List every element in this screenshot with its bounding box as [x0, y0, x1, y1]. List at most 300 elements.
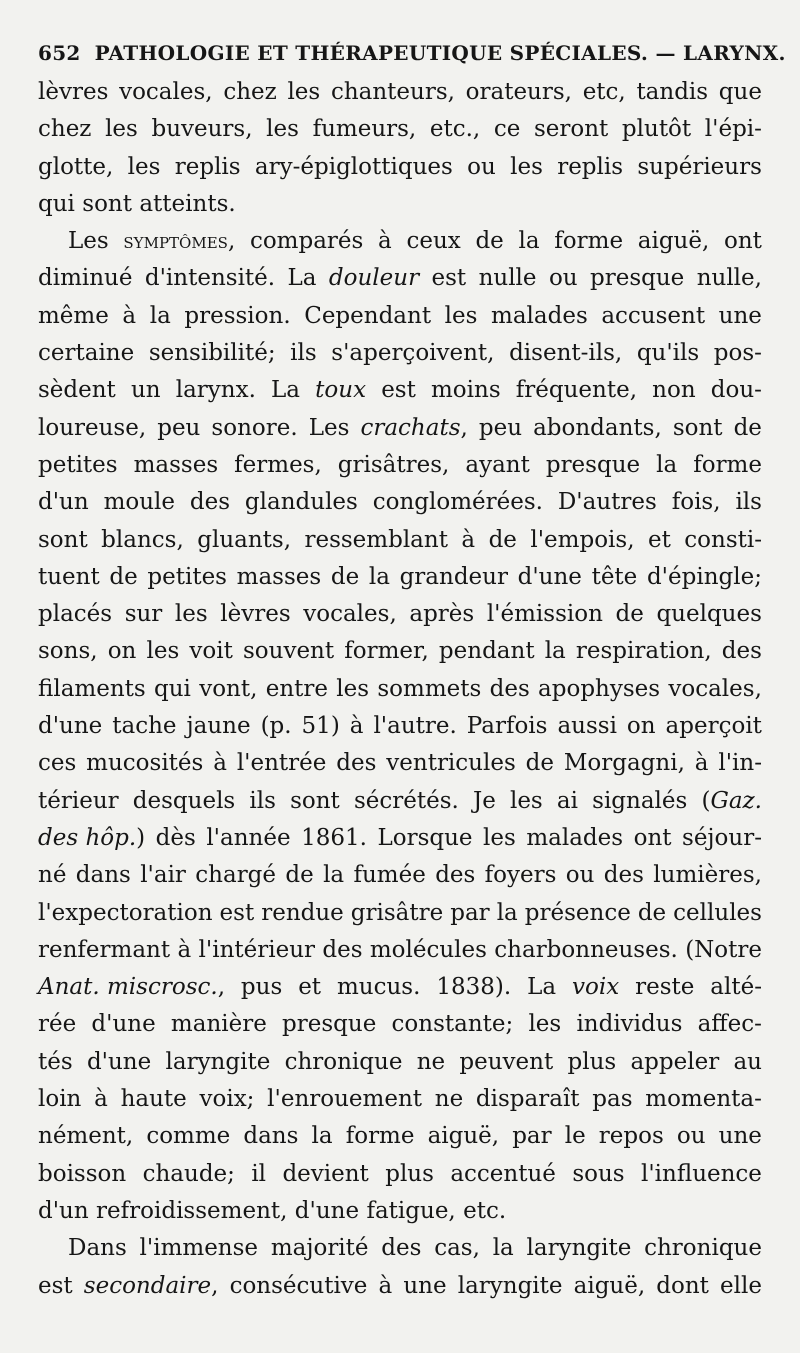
word: cellules: [673, 899, 762, 926]
word: tés: [38, 1048, 73, 1075]
text-line: [38, 1081, 762, 1118]
word: d'une: [86, 1048, 152, 1075]
word: dans: [75, 862, 131, 889]
word: laryngite: [526, 1235, 632, 1262]
word: glotte,: [38, 153, 114, 180]
word: Les: [308, 414, 350, 441]
word: à: [378, 228, 392, 255]
word: manière: [170, 1011, 267, 1038]
word: sur: [124, 601, 163, 628]
word: sécrétés.: [353, 787, 459, 814]
word: de: [733, 414, 762, 441]
word: des: [189, 489, 231, 516]
word: à: [349, 713, 364, 740]
word: sont: [38, 526, 88, 553]
word: chanteurs,: [330, 79, 455, 105]
word: est: [219, 899, 255, 926]
word: nément,: [38, 1123, 134, 1150]
word: ai: [556, 787, 578, 814]
word: consécutive: [229, 1272, 368, 1299]
text-line: [38, 969, 762, 1006]
word: on: [626, 713, 656, 740]
word: la: [544, 638, 566, 665]
word: l'enrouement: [267, 1086, 423, 1113]
word: peu: [157, 414, 201, 441]
word: crachats,: [360, 414, 468, 441]
word: la: [368, 563, 390, 590]
word: diminué: [38, 265, 133, 292]
word: dès: [155, 824, 196, 851]
word: majorité: [270, 1235, 369, 1262]
word: respiration,: [575, 638, 712, 665]
word: presque: [545, 451, 641, 478]
word: abondants,: [533, 414, 662, 441]
text-line: [38, 260, 762, 297]
word: des: [322, 936, 363, 963]
word: Anat. miscrosc.,: [38, 974, 225, 1001]
text-line: [38, 74, 762, 111]
word: ont: [633, 824, 672, 851]
word: l'in-: [718, 750, 762, 777]
word: grandeur: [399, 563, 508, 590]
word: etc,: [582, 79, 626, 105]
text-line: [38, 1193, 762, 1230]
word: une: [718, 1123, 762, 1150]
word: les: [483, 824, 516, 851]
word: chronique: [644, 1235, 762, 1262]
word: à: [213, 750, 227, 777]
word: les: [444, 302, 478, 329]
word: malades: [491, 302, 588, 329]
word: ressemblant: [304, 526, 448, 553]
text-line: [38, 1230, 762, 1267]
word: la: [492, 1235, 514, 1262]
word: dans: [243, 1123, 299, 1150]
word: dou-: [710, 377, 762, 404]
word: replis: [174, 153, 241, 180]
word: charbonneuses.: [494, 936, 678, 963]
word: le: [564, 1123, 586, 1150]
word: Les: [68, 228, 109, 255]
word: affec-: [697, 1011, 762, 1038]
word: qui: [38, 190, 75, 217]
word: une: [403, 1272, 447, 1299]
word: que: [718, 79, 762, 105]
word: grisâtres,: [337, 451, 450, 478]
text-line: [38, 1268, 762, 1305]
word: ils: [249, 787, 276, 814]
word: lèvres: [220, 601, 291, 628]
word: pendant: [438, 638, 535, 665]
word: etc.: [463, 1197, 507, 1224]
word: des: [435, 862, 476, 889]
word: s'aperçoivent,: [331, 340, 495, 367]
word: chronique: [284, 1048, 403, 1075]
word: ce: [493, 116, 521, 143]
word: ne: [416, 1048, 446, 1075]
word: un: [130, 377, 161, 404]
word: de: [488, 526, 517, 553]
word: mucus.: [336, 974, 421, 1001]
word: foyers: [484, 862, 557, 889]
word: ont: [724, 228, 762, 255]
word: vocales,: [303, 601, 397, 628]
word: aiguë,: [637, 228, 710, 255]
word: gluants,: [197, 526, 292, 553]
text-line: [38, 559, 762, 596]
word: l'empois,: [530, 526, 635, 553]
word: loin: [38, 1086, 82, 1113]
text-line: [38, 820, 762, 857]
word: les: [528, 1011, 562, 1038]
word: laryngite: [457, 1272, 563, 1299]
word: à: [378, 1272, 393, 1299]
word: nulle: [478, 265, 537, 292]
word: de: [615, 601, 644, 628]
word: d'une: [91, 1011, 156, 1038]
word: entre: [265, 675, 328, 702]
word: moule: [103, 489, 175, 516]
word: la: [656, 451, 678, 478]
word: vocales,: [668, 675, 762, 702]
text-line: [38, 335, 762, 372]
word: sonore.: [211, 414, 298, 441]
word: une: [718, 302, 762, 329]
word: cas,: [434, 1235, 480, 1262]
word: forme: [693, 451, 762, 478]
word: chaude;: [142, 1160, 235, 1187]
text-line: [38, 111, 762, 148]
word: né: [38, 862, 67, 889]
word: de: [285, 862, 314, 889]
word: placés: [38, 601, 113, 628]
word: des hôp.): [38, 824, 146, 851]
word: devient: [282, 1160, 369, 1187]
word: glandules: [244, 489, 358, 516]
word: l'entrée: [236, 750, 327, 777]
body-text: [38, 74, 762, 1305]
word: pos-: [713, 340, 762, 367]
word: petites: [147, 563, 227, 590]
text-line: [38, 1044, 762, 1081]
word: sont: [672, 414, 723, 441]
word: à: [122, 302, 137, 329]
text-line: [38, 410, 762, 447]
word: de: [330, 563, 360, 590]
word: D'autres: [557, 489, 657, 516]
text-line: [38, 447, 762, 484]
word: de: [525, 750, 554, 777]
word: Lorsque: [377, 824, 473, 851]
word: haute: [120, 1086, 187, 1113]
word: quelques: [656, 601, 762, 628]
word: boisson: [38, 1160, 127, 1187]
word: loureuse,: [38, 414, 147, 441]
word: voix: [572, 974, 620, 1001]
word: Morgagni,: [563, 750, 685, 777]
word: fois,: [671, 489, 721, 516]
word: laryngite: [165, 1048, 271, 1075]
word: filaments: [38, 675, 146, 702]
word: il: [251, 1160, 267, 1187]
word: ventricules: [386, 750, 516, 777]
word: replis: [557, 153, 624, 180]
word: ou: [467, 153, 496, 180]
word: voit: [189, 638, 233, 665]
word: des: [489, 675, 530, 702]
word: malades: [526, 824, 624, 851]
word: (Gaz.: [701, 787, 762, 814]
word: ayant: [465, 451, 530, 478]
word: ou: [548, 265, 578, 292]
word: tandis: [636, 79, 709, 105]
word: est: [431, 265, 467, 292]
word: non: [652, 377, 696, 404]
text-line: [38, 671, 762, 708]
word: dont: [656, 1272, 709, 1299]
text-line: [38, 149, 762, 186]
word: elle: [720, 1272, 762, 1299]
text-line: [38, 223, 762, 260]
word: la: [496, 899, 518, 926]
word: peuvent: [459, 1048, 554, 1075]
word: l'air: [140, 862, 186, 889]
word: pression.: [184, 302, 291, 329]
text-line: [38, 372, 762, 409]
word: à: [94, 1086, 108, 1113]
word: sommets: [377, 675, 482, 702]
word: orateurs,: [465, 79, 572, 105]
word: ils: [290, 340, 317, 367]
word: La: [271, 377, 301, 404]
word: desquels: [132, 787, 236, 814]
word: plus: [567, 1048, 617, 1075]
word: à: [461, 526, 476, 553]
text-line: [38, 745, 762, 782]
word: plutôt: [621, 116, 692, 143]
running-head: [38, 40, 786, 66]
word: plus: [385, 1160, 434, 1187]
word: et: [298, 974, 322, 1001]
word: ou: [565, 862, 595, 889]
word: grisâtre: [350, 899, 444, 926]
word: les: [510, 153, 543, 180]
word: aiguë,: [573, 1272, 646, 1299]
word: disparaît: [475, 1086, 580, 1113]
word: de: [637, 899, 667, 926]
word: reste: [635, 974, 695, 1001]
word: l'expectoration: [38, 899, 213, 926]
word: d'une: [294, 1197, 360, 1224]
text-line: [38, 1006, 762, 1043]
word: l'émission: [486, 601, 603, 628]
word: de: [109, 563, 138, 590]
word: des: [603, 862, 644, 889]
word: les: [105, 116, 138, 143]
word: au: [733, 1048, 762, 1075]
word: d'un: [38, 1197, 89, 1224]
word: fumée: [353, 862, 426, 889]
word: (p.: [260, 713, 292, 740]
word: molécules: [369, 936, 487, 963]
text-line: [38, 1156, 762, 1193]
word: 1861.: [301, 824, 367, 851]
word: jaune: [186, 713, 251, 740]
text-line: [38, 596, 762, 633]
word: ou: [676, 1123, 706, 1150]
word: lèvres: [38, 79, 109, 105]
word: est: [381, 377, 416, 404]
word: ne: [434, 1086, 464, 1113]
word: la: [323, 862, 345, 889]
word: aperçoit: [665, 713, 762, 740]
text-line: [38, 633, 762, 670]
word: petites: [38, 451, 118, 478]
word: refroidissement,: [96, 1197, 288, 1224]
word: les: [509, 787, 543, 814]
word: qui: [154, 675, 191, 702]
word: 51): [301, 713, 340, 740]
word: masses: [133, 451, 219, 478]
word: rendue: [261, 899, 344, 926]
word: moins: [431, 377, 501, 404]
word: accusent: [601, 302, 706, 329]
word: on: [107, 638, 137, 665]
word: nulle,: [696, 265, 762, 292]
word: tache: [112, 713, 177, 740]
word: d'épingle;: [646, 563, 762, 590]
word: térieur: [38, 787, 119, 814]
word: par: [450, 899, 490, 926]
word: vont,: [199, 675, 258, 702]
word: d'un: [38, 489, 89, 516]
word: fumeurs,: [312, 116, 417, 143]
word: forme: [345, 1123, 415, 1150]
word: supérieurs: [637, 153, 762, 180]
word: peu: [478, 414, 523, 441]
word: par: [512, 1123, 552, 1150]
word: à: [694, 750, 709, 777]
word: mucosités: [86, 750, 204, 777]
word: disent-ils,: [509, 340, 623, 367]
word: former,: [344, 638, 429, 665]
text-line: [38, 186, 762, 223]
word: larynx.: [175, 377, 256, 404]
word: l'épi-: [704, 116, 762, 143]
word: Dans: [68, 1235, 127, 1262]
word: repos: [598, 1123, 664, 1150]
word: la: [311, 1123, 333, 1150]
word: est: [38, 1272, 73, 1299]
word: presque: [282, 1011, 377, 1038]
text-line: [38, 298, 762, 335]
running-title: PATHOLOGIE ET THÉRAPEUTIQUE SPÉCIALES. — LARYNX.: [94, 41, 786, 65]
word: certaine: [38, 340, 135, 367]
word: etc.,: [429, 116, 481, 143]
word: des: [381, 1235, 422, 1262]
word: alté-: [710, 974, 762, 1001]
word: seront: [533, 116, 609, 143]
word: sensibilité;: [148, 340, 276, 367]
word: des: [721, 638, 762, 665]
word: Cependant: [304, 302, 432, 329]
word: La: [527, 974, 557, 1001]
word: comparés: [249, 228, 364, 255]
word: signalés: [592, 787, 688, 814]
word: l'intérieur: [198, 936, 316, 963]
word: lumières,: [653, 862, 762, 889]
word: chez: [223, 79, 277, 105]
word: (Notre: [685, 936, 762, 963]
word: après: [409, 601, 475, 628]
text-line: [38, 522, 762, 559]
word: vocales,: [119, 79, 213, 105]
word: les: [287, 79, 321, 105]
word: constante;: [391, 1011, 514, 1038]
word: la: [149, 302, 171, 329]
word: pus: [240, 974, 283, 1001]
word: douleur: [328, 265, 420, 292]
word: chez: [38, 116, 92, 143]
word: ceux: [406, 228, 461, 255]
word: fatigue,: [366, 1197, 456, 1224]
text-line: [38, 932, 762, 969]
word: d'intensité.: [144, 265, 276, 292]
word: fermes,: [234, 451, 322, 478]
word: l'immense: [139, 1235, 259, 1262]
word: l'année: [206, 824, 291, 851]
word: pas: [592, 1086, 633, 1113]
word: tête: [591, 563, 638, 590]
word: qu'ils: [636, 340, 700, 367]
word: renfermant: [38, 936, 171, 963]
word: sont: [290, 787, 340, 814]
word: d'une: [38, 713, 103, 740]
word: consti-: [684, 526, 762, 553]
word: ils: [735, 489, 762, 516]
text-line: [38, 1118, 762, 1155]
word: l'autre.: [373, 713, 457, 740]
word: séjour-: [682, 824, 762, 851]
word: tuent: [38, 563, 100, 590]
word: présence: [524, 899, 631, 926]
word: appeler: [630, 1048, 720, 1075]
word: masses: [236, 563, 322, 590]
word: l'influence: [641, 1160, 762, 1187]
word: et: [647, 526, 671, 553]
word: les: [174, 601, 208, 628]
page-number: 652: [38, 41, 81, 65]
word: La: [287, 265, 317, 292]
word: souvent: [242, 638, 335, 665]
word: fréquente,: [515, 377, 638, 404]
word: atteints.: [139, 190, 236, 217]
word: d'une: [517, 563, 582, 590]
word: sons,: [38, 638, 98, 665]
word: ary-épiglottiques: [254, 153, 453, 180]
word: apophyses: [538, 675, 661, 702]
text-line: [38, 708, 762, 745]
word: sèdent: [38, 377, 116, 404]
word: toux: [315, 377, 367, 404]
word: blancs,: [101, 526, 184, 553]
word: aussi: [557, 713, 617, 740]
word: accentué: [450, 1160, 556, 1187]
word: sous: [572, 1160, 625, 1187]
word: à: [177, 936, 192, 963]
word: les: [266, 116, 299, 143]
text-line: [38, 783, 762, 820]
